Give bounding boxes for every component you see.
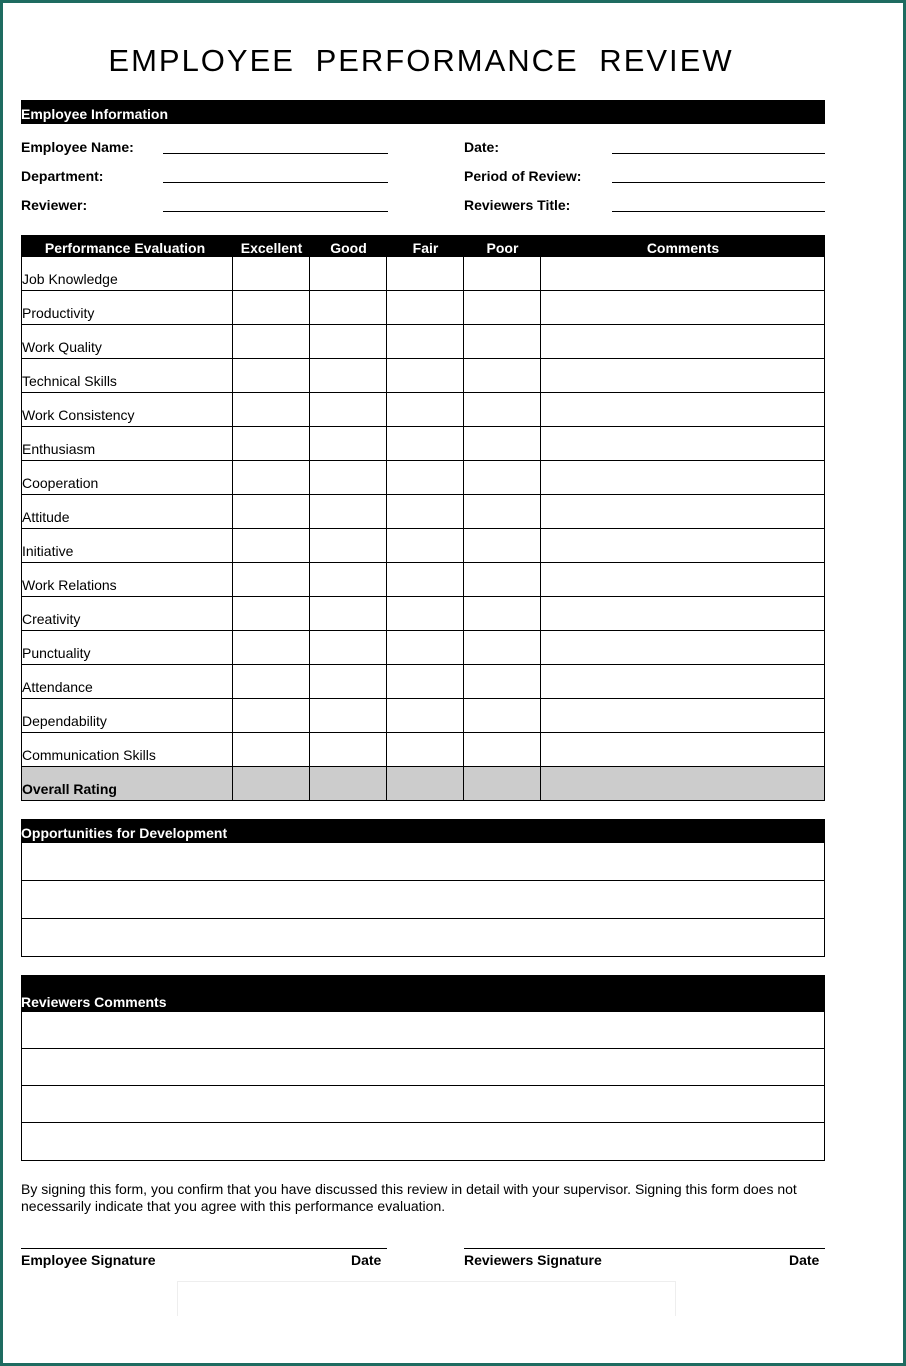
comments-cell[interactable] <box>541 767 825 801</box>
table-row <box>21 597 825 631</box>
criterion-cell <box>21 461 233 495</box>
poor-cell[interactable] <box>464 563 541 597</box>
excellent-cell[interactable] <box>233 393 310 427</box>
poor-cell[interactable] <box>464 699 541 733</box>
reviewer-comment-line[interactable] <box>21 1012 825 1049</box>
comments-cell[interactable] <box>541 325 825 359</box>
good-cell[interactable] <box>310 665 387 699</box>
fair-cell[interactable] <box>387 495 464 529</box>
good-cell[interactable] <box>310 495 387 529</box>
table-row <box>21 529 825 563</box>
criterion-label: Punctuality <box>22 645 91 661</box>
poor-cell[interactable] <box>464 665 541 699</box>
excellent-cell[interactable] <box>233 359 310 393</box>
comments-cell[interactable] <box>541 529 825 563</box>
employee-signature-line[interactable] <box>21 1248 387 1249</box>
comments-cell[interactable] <box>541 495 825 529</box>
poor-cell[interactable] <box>464 291 541 325</box>
criterion-label: Attendance <box>22 679 93 695</box>
excellent-cell[interactable] <box>233 529 310 563</box>
excellent-cell[interactable] <box>233 597 310 631</box>
employee-date-label: Date <box>351 1252 382 1268</box>
reviewer-label: Reviewer: <box>21 197 88 213</box>
fair-cell[interactable] <box>387 699 464 733</box>
comments-cell[interactable] <box>541 359 825 393</box>
criterion-label: Creativity <box>22 611 81 627</box>
excellent-cell[interactable] <box>233 563 310 597</box>
fair-cell[interactable] <box>387 665 464 699</box>
criterion-label: Job Knowledge <box>22 271 118 287</box>
employee-name-label: Employee Name: <box>21 139 134 155</box>
excellent-cell[interactable] <box>233 733 310 767</box>
development-line[interactable] <box>21 881 825 919</box>
criterion-cell <box>21 563 233 597</box>
table-row <box>21 733 825 767</box>
column-performance-evaluation: Performance Evaluation <box>44 240 206 256</box>
criterion-cell <box>21 393 233 427</box>
poor-cell[interactable] <box>464 631 541 665</box>
fair-cell[interactable] <box>387 325 464 359</box>
criterion-cell <box>21 495 233 529</box>
criterion-cell <box>21 359 233 393</box>
good-cell[interactable] <box>310 563 387 597</box>
good-cell[interactable] <box>310 257 387 291</box>
reviewer-comment-line[interactable] <box>21 1086 825 1123</box>
good-cell[interactable] <box>310 291 387 325</box>
poor-cell[interactable] <box>464 257 541 291</box>
comments-cell[interactable] <box>541 427 825 461</box>
reviewer-comment-line[interactable] <box>21 1123 825 1161</box>
development-header-label: Opportunities for Development <box>21 825 228 841</box>
date-label: Date: <box>464 139 500 155</box>
employee-info-header-label: Employee Information <box>21 106 169 122</box>
criterion-label: Enthusiasm <box>22 441 96 457</box>
employee-signature-label: Employee Signature <box>21 1252 156 1268</box>
criterion-label: Technical Skills <box>22 373 117 389</box>
fair-cell[interactable] <box>387 359 464 393</box>
table-row <box>21 665 825 699</box>
reviewer-signature-line[interactable] <box>464 1248 825 1249</box>
column-poor: Poor <box>486 240 519 256</box>
development-header <box>21 819 825 843</box>
good-cell[interactable] <box>310 699 387 733</box>
criterion-label: Productivity <box>22 305 95 321</box>
criterion-label: Work Relations <box>22 577 117 593</box>
comments-cell[interactable] <box>541 631 825 665</box>
comments-cell[interactable] <box>541 291 825 325</box>
fair-cell[interactable] <box>387 767 464 801</box>
criterion-cell <box>21 665 233 699</box>
criterion-cell <box>21 733 233 767</box>
criterion-label: Attitude <box>22 509 70 525</box>
excellent-cell[interactable] <box>233 325 310 359</box>
good-cell[interactable] <box>310 461 387 495</box>
comments-cell[interactable] <box>541 733 825 767</box>
evaluation-header <box>21 235 825 257</box>
reviewers-title-field[interactable] <box>612 211 825 212</box>
good-cell[interactable] <box>310 597 387 631</box>
fair-cell[interactable] <box>387 631 464 665</box>
excellent-cell[interactable] <box>233 427 310 461</box>
comments-cell[interactable] <box>541 393 825 427</box>
criterion-cell <box>21 325 233 359</box>
reviewer-signature-label: Reviewers Signature <box>464 1252 602 1268</box>
reviewer-comments-header <box>21 975 825 1012</box>
good-cell[interactable] <box>310 529 387 563</box>
table-row <box>21 291 825 325</box>
comments-cell[interactable] <box>541 563 825 597</box>
excellent-cell[interactable] <box>233 495 310 529</box>
employee-name-field[interactable] <box>163 153 388 154</box>
fair-cell[interactable] <box>387 257 464 291</box>
excellent-cell[interactable] <box>233 767 310 801</box>
period-of-review-label: Period of Review: <box>464 168 582 184</box>
table-row <box>21 393 825 427</box>
reviewer-comment-line[interactable] <box>21 1049 825 1086</box>
comments-cell[interactable] <box>541 461 825 495</box>
fair-cell[interactable] <box>387 461 464 495</box>
table-row <box>21 495 825 529</box>
fair-cell[interactable] <box>387 597 464 631</box>
development-line[interactable] <box>21 843 825 881</box>
table-row <box>21 257 825 291</box>
overall-rating-row <box>21 767 825 801</box>
good-cell[interactable] <box>310 767 387 801</box>
comments-cell[interactable] <box>541 699 825 733</box>
column-good: Good <box>330 240 367 256</box>
department-label: Department: <box>21 168 104 184</box>
column-excellent: Excellent <box>240 240 303 256</box>
reviewer-comments-header-label: Reviewers Comments <box>21 994 167 1010</box>
table-row <box>21 631 825 665</box>
criterion-cell <box>21 291 233 325</box>
table-row <box>21 699 825 733</box>
poor-cell[interactable] <box>464 393 541 427</box>
good-cell[interactable] <box>310 359 387 393</box>
overall-rating-label: Overall Rating <box>22 781 117 797</box>
criterion-cell <box>21 529 233 563</box>
poor-cell[interactable] <box>464 325 541 359</box>
criterion-cell <box>21 699 233 733</box>
criterion-label: Work Consistency <box>22 407 135 423</box>
good-cell[interactable] <box>310 325 387 359</box>
excellent-cell[interactable] <box>233 699 310 733</box>
faint-border-box <box>177 1281 676 1316</box>
poor-cell[interactable] <box>464 427 541 461</box>
employee-info-header <box>21 100 825 124</box>
reviewer-date-label: Date <box>789 1252 820 1268</box>
criterion-cell <box>21 767 233 801</box>
good-cell[interactable] <box>310 631 387 665</box>
poor-cell[interactable] <box>464 597 541 631</box>
fair-cell[interactable] <box>387 563 464 597</box>
date-field[interactable] <box>612 153 825 154</box>
criterion-label: Cooperation <box>22 475 99 491</box>
excellent-cell[interactable] <box>233 461 310 495</box>
criterion-label: Work Quality <box>22 339 102 355</box>
comments-cell[interactable] <box>541 665 825 699</box>
excellent-cell[interactable] <box>233 291 310 325</box>
poor-cell[interactable] <box>464 529 541 563</box>
page-title: EMPLOYEE PERFORMANCE REVIEW <box>108 43 734 78</box>
criterion-label: Dependability <box>22 713 107 729</box>
excellent-cell[interactable] <box>233 665 310 699</box>
table-row <box>21 427 825 461</box>
table-row <box>21 563 825 597</box>
poor-cell[interactable] <box>464 359 541 393</box>
criterion-cell <box>21 597 233 631</box>
good-cell[interactable] <box>310 393 387 427</box>
reviewer-field[interactable] <box>163 211 388 212</box>
fair-cell[interactable] <box>387 291 464 325</box>
poor-cell[interactable] <box>464 495 541 529</box>
poor-cell[interactable] <box>464 767 541 801</box>
criterion-cell <box>21 257 233 291</box>
criterion-label: Communication Skills <box>22 747 156 763</box>
column-comments: Comments <box>646 240 720 256</box>
poor-cell[interactable] <box>464 461 541 495</box>
table-row <box>21 359 825 393</box>
comments-cell[interactable] <box>541 597 825 631</box>
column-fair: Fair <box>412 240 439 256</box>
fair-cell[interactable] <box>387 393 464 427</box>
good-cell[interactable] <box>310 427 387 461</box>
comments-cell[interactable] <box>541 257 825 291</box>
criterion-cell <box>21 427 233 461</box>
development-line[interactable] <box>21 919 825 957</box>
criterion-cell <box>21 631 233 665</box>
fair-cell[interactable] <box>387 733 464 767</box>
period-of-review-field[interactable] <box>612 182 825 183</box>
signing-disclaimer: By signing this form, you confirm that you have discussed this review in detail with your supervisor. Signing this form does not necessarily indicate that you agree with this performance evaluation. <box>21 1181 797 1214</box>
table-row <box>21 325 825 359</box>
excellent-cell[interactable] <box>233 631 310 665</box>
poor-cell[interactable] <box>464 733 541 767</box>
good-cell[interactable] <box>310 733 387 767</box>
department-field[interactable] <box>163 182 388 183</box>
excellent-cell[interactable] <box>233 257 310 291</box>
reviewers-title-label: Reviewers Title: <box>464 197 571 213</box>
fair-cell[interactable] <box>387 427 464 461</box>
table-row <box>21 461 825 495</box>
fair-cell[interactable] <box>387 529 464 563</box>
criterion-label: Initiative <box>22 543 74 559</box>
